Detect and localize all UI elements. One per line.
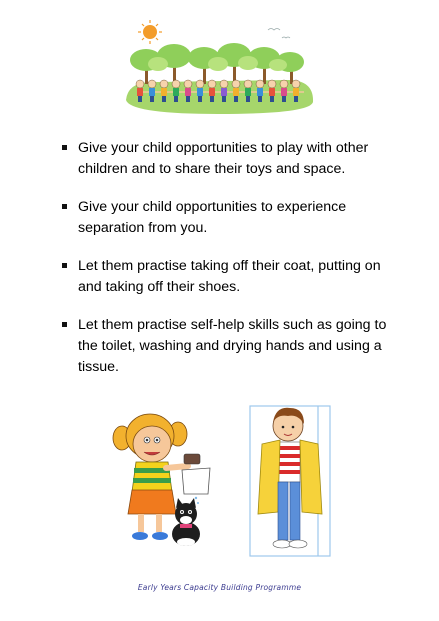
bullet-square-icon — [62, 322, 67, 327]
list-item — [60, 256, 400, 298]
bullet-square-icon — [62, 263, 67, 268]
bullet-square-icon — [62, 145, 67, 150]
jeans — [278, 482, 300, 540]
footer-programme-name: Early Years Capacity Building Programme — [137, 583, 302, 592]
boy-putting-on-coat-illustration — [248, 402, 333, 562]
tap-and-towel — [182, 454, 210, 504]
bullet-square-icon — [62, 204, 67, 209]
list-item — [60, 197, 400, 239]
trees — [130, 43, 304, 84]
list-item-text: Give your child opportunities to experience separation from you. — [78, 199, 347, 236]
list-item-text: Let them practise self-help skills such as going to the toilet, washing and drying hands and using a tissue. — [78, 317, 387, 375]
birds-icon — [268, 29, 290, 39]
striped-shirt — [278, 442, 300, 482]
list-item — [60, 315, 400, 378]
list-item-text: Give your child opportunities to play with other children and to share their toys and space. — [78, 140, 369, 177]
cat-illustration — [172, 498, 200, 546]
list-item — [60, 138, 400, 180]
advice-list — [60, 138, 400, 395]
girl-washing-hands-illustration — [112, 410, 222, 550]
children-banner-illustration — [118, 18, 318, 118]
sun-icon — [138, 20, 162, 44]
list-item-text: Let them practise taking off their coat, putting on and taking off their shoes. — [78, 258, 381, 295]
